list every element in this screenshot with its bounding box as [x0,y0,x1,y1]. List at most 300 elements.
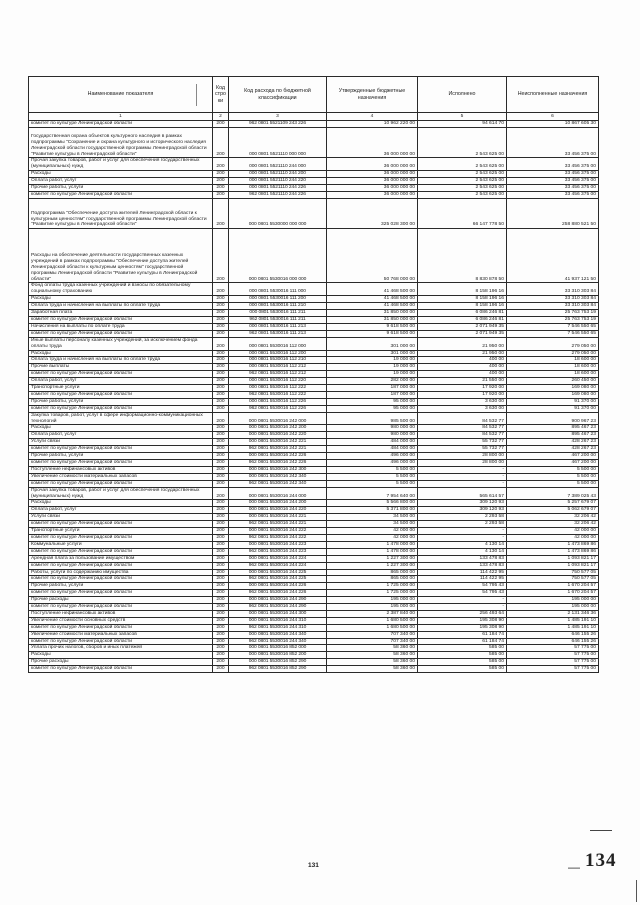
row-unexecuted: 467 200 00 [507,460,599,467]
row-budget-classification-code: 000 0801 5530016 242 221 [229,439,327,446]
table-row [29,576,599,583]
row-executed: 585 00 [418,652,507,659]
row-unexecuted: 428 267 23 [507,439,599,446]
row-approved-budget: 195 000 00 [327,597,418,604]
row-unexecuted: 195 000 00 [507,597,599,604]
row-approved-budget: 865 000 00 [327,569,418,576]
row-line-code: 200 [213,659,229,666]
row-line-code: 200 [213,198,229,229]
table-row [29,534,599,541]
table-row [29,178,599,185]
row-executed: 2 543 625 00 [418,185,507,192]
row-unexecuted: 279 050 00 [507,350,599,357]
row-unexecuted: 33 310 303 84 [507,303,599,310]
row-indicator-name: Начисления на выплаты по оплате труда [29,323,213,330]
table-row [29,371,599,378]
row-executed: 84 532 77 [418,412,507,425]
row-unexecuted: 895 467 23 [507,432,599,439]
row-unexecuted: 33 456 375 00 [507,185,599,192]
row-approved-budget: 484 000 00 [327,446,418,453]
row-unexecuted: 5 500 00 [507,480,599,487]
row-executed: 28 800 00 [418,460,507,467]
row-indicator-name: комитет по культуре Ленинградской области [29,330,213,337]
row-line-code: 200 [213,460,229,467]
row-unexecuted: 33 456 375 00 [507,191,599,198]
row-budget-classification-code: 000 0801 5530016 852 000 [229,645,327,652]
table-row [29,191,599,198]
table-row [29,323,599,330]
row-budget-classification-code: 962 0801 5530016 112 212 [229,371,327,378]
row-approved-budget: 58 360 00 [327,652,418,659]
row-executed: 54 795 43 [418,583,507,590]
row-budget-classification-code: 000 0801 5530016 242 300 [229,466,327,473]
row-approved-budget: 325 028 300 00 [327,198,418,229]
row-indicator-name: Транспортные услуги [29,528,213,535]
row-line-code: 200 [213,604,229,611]
row-indicator-name: комитет по культуре Ленинградской области [29,604,213,611]
row-approved-budget: 1 478 000 00 [327,541,418,548]
row-budget-classification-code: 000 0801 5530016 852 200 [229,652,327,659]
row-executed: 6 086 246 81 [418,310,507,317]
row-budget-classification-code: 000 0801 5530016 112 222 [229,385,327,392]
row-approved-budget: 707 340 00 [327,638,418,645]
row-unexecuted: 750 577 05 [507,576,599,583]
table-row [29,507,599,514]
row-unexecuted: 646 155 26 [507,631,599,638]
row-budget-classification-code: 962 0801 5530016 112 226 [229,405,327,412]
row-line-code: 200 [213,610,229,617]
row-indicator-name: комитет по культуре Ленинградской области [29,638,213,645]
row-budget-classification-code: 000 0801 5530016 242 000 [229,412,327,425]
row-unexecuted: 57 775 00 [507,645,599,652]
row-budget-classification-code: 000 0801 5530016 112 210 [229,357,327,364]
row-approved-budget: 58 360 00 [327,645,418,652]
row-executed: - [418,534,507,541]
row-indicator-name: Расходы [29,500,213,507]
row-indicator-name: комитет по культуре Ленинградской области [29,316,213,323]
row-approved-budget: 19 000 00 [327,357,418,364]
header-approved-budget: Утвержденные бюджетные назначения [327,77,418,113]
row-budget-classification-code: 000 0801 5530016 244 220 [229,507,327,514]
row-executed: 114 422 95 [418,569,507,576]
row-unexecuted: 33 456 375 00 [507,158,599,171]
row-budget-classification-code: 962 0801 5530016 852 290 [229,666,327,673]
row-line-code: 200 [213,323,229,330]
row-indicator-name: Арендная плата за пользование имуществом [29,555,213,562]
row-executed: 8 830 878 50 [418,229,507,283]
table-row [29,645,599,652]
row-budget-classification-code: 000 0801 5521110 244 200 [229,171,327,178]
row-unexecuted: 467 200 00 [507,453,599,460]
row-approved-budget: 865 000 00 [327,576,418,583]
row-budget-classification-code: 962 0801 5521109 243 226 [229,121,327,128]
row-unexecuted: 5 500 00 [507,473,599,480]
row-executed: 2 293 58 [418,514,507,521]
row-line-code: 200 [213,316,229,323]
row-line-code: 200 [213,357,229,364]
row-approved-budget: 42 000 00 [327,534,418,541]
row-unexecuted: 750 577 05 [507,569,599,576]
row-unexecuted: 5 062 679 07 [507,507,599,514]
row-budget-classification-code: 000 0801 5530016 244 222 [229,528,327,535]
row-line-code: 200 [213,310,229,317]
table-row [29,590,599,597]
row-budget-classification-code: 962 0801 5530016 244 310 [229,624,327,631]
row-unexecuted: 33 310 303 84 [507,283,599,296]
row-indicator-name: Расходы [29,350,213,357]
table-row [29,473,599,480]
table-row [29,357,599,364]
row-approved-budget: 36 000 000 00 [327,158,418,171]
row-budget-classification-code: 000 0801 5530016 112 212 [229,364,327,371]
row-approved-budget: 10 962 220 00 [327,121,418,128]
row-unexecuted: 428 267 23 [507,446,599,453]
row-unexecuted: 57 775 00 [507,666,599,673]
table-row [29,432,599,439]
row-unexecuted: 57 775 00 [507,659,599,666]
row-unexecuted: 7 389 025 43 [507,487,599,500]
handwritten-tick-mark: — [568,860,580,874]
row-executed: 2 543 625 00 [418,127,507,158]
row-indicator-name: комитет по культуре Ленинградской области [29,576,213,583]
row-approved-budget: 9 618 500 00 [327,330,418,337]
row-indicator-name: Расходы [29,171,213,178]
row-unexecuted: 18 600 00 [507,371,599,378]
row-line-code: 200 [213,569,229,576]
row-line-code: 200 [213,645,229,652]
table-row [29,548,599,555]
row-unexecuted: 18 600 00 [507,357,599,364]
row-indicator-name: комитет по культуре Ленинградской области [29,590,213,597]
row-indicator-name: Транспортные услуги [29,385,213,392]
row-approved-budget: 19 000 00 [327,364,418,371]
row-unexecuted: 25 763 753 19 [507,310,599,317]
row-executed: 133 478 83 [418,562,507,569]
row-approved-budget: 42 000 00 [327,528,418,535]
row-executed: 2 543 625 00 [418,158,507,171]
row-unexecuted: 895 467 23 [507,425,599,432]
row-budget-classification-code: 962 0801 5530016 242 226 [229,460,327,467]
row-executed: 8 158 196 16 [418,296,507,303]
row-executed: 585 00 [418,666,507,673]
row-approved-budget: 301 000 00 [327,350,418,357]
row-line-code: 200 [213,185,229,192]
row-indicator-name: комитет по культуре Ленинградской области [29,191,213,198]
row-line-code: 200 [213,432,229,439]
row-budget-classification-code: 000 0801 5530000 000 000 [229,198,327,229]
row-unexecuted: 169 080 00 [507,385,599,392]
row-line-code: 200 [213,652,229,659]
table-row [29,412,599,425]
row-indicator-name: комитет по культуре Ленинградской области [29,446,213,453]
row-indicator-name: Оплата работ, услуг [29,378,213,385]
row-indicator-name: Поступление нефинансовых активов [29,610,213,617]
row-indicator-name: комитет по культуре Ленинградской области [29,121,213,128]
row-budget-classification-code: 000 0801 5530016 111 211 [229,310,327,317]
table-row [29,666,599,673]
row-line-code: 200 [213,507,229,514]
table-row [29,631,599,638]
table-row [29,198,599,229]
row-indicator-name: Закупка товаров, работ, услуг в сфере информационно-коммуникационных технологий [29,412,213,425]
row-budget-classification-code: 000 0801 5530016 244 221 [229,514,327,521]
row-budget-classification-code: 962 0801 5530016 244 225 [229,576,327,583]
row-budget-classification-code: 000 0801 5521110 244 220 [229,178,327,185]
row-indicator-name: Работы, услуги по содержанию имущества [29,569,213,576]
row-approved-budget: 95 000 00 [327,405,418,412]
row-line-code: 200 [213,480,229,487]
row-approved-budget: 980 000 00 [327,425,418,432]
row-line-code: 200 [213,158,229,171]
row-unexecuted: 279 050 00 [507,337,599,350]
table-row [29,480,599,487]
row-indicator-name: Увеличение стоимости материальных запасов [29,473,213,480]
row-indicator-name: комитет по культуре Ленинградской области [29,562,213,569]
row-unexecuted: 1 670 204 57 [507,583,599,590]
row-budget-classification-code: 962 0801 5530016 112 222 [229,391,327,398]
row-approved-budget: 5 500 00 [327,466,418,473]
scan-edge-line [636,880,637,902]
row-line-code: 200 [213,473,229,480]
table-header [29,77,599,113]
row-budget-classification-code: 000 0801 5530016 244 223 [229,541,327,548]
table-row [29,521,599,528]
row-indicator-name: комитет по культуре Ленинградской области [29,391,213,398]
row-unexecuted: 18 600 00 [507,364,599,371]
table-row [29,555,599,562]
row-executed: 585 00 [418,659,507,666]
row-approved-budget: 58 360 00 [327,666,418,673]
row-approved-budget: 58 360 00 [327,659,418,666]
row-unexecuted: 91 370 00 [507,405,599,412]
table-body [29,113,599,673]
row-line-code: 200 [213,385,229,392]
row-line-code: 200 [213,296,229,303]
row-budget-classification-code: 000 0801 5530016 242 220 [229,432,327,439]
row-executed: 2 071 949 35 [418,330,507,337]
row-line-code: 200 [213,391,229,398]
table-row [29,562,599,569]
table-row [29,316,599,323]
row-executed: 55 732 77 [418,446,507,453]
table-row [29,303,599,310]
row-unexecuted: 1 473 869 86 [507,541,599,548]
row-executed: - [418,473,507,480]
column-number: 6 [507,113,599,121]
row-line-code: 200 [213,576,229,583]
row-executed: 4 130 14 [418,541,507,548]
row-budget-classification-code: 000 0801 5521110 000 000 [229,127,327,158]
row-approved-budget: 5 566 800 00 [327,500,418,507]
row-line-code: 200 [213,666,229,673]
row-executed: 54 795 43 [418,590,507,597]
table-row [29,541,599,548]
row-indicator-name: комитет по культуре Ленинградской области [29,460,213,467]
row-approved-budget: 34 500 00 [327,521,418,528]
row-budget-classification-code: 000 0801 5530016 111 200 [229,296,327,303]
table-row [29,158,599,171]
row-indicator-name: Услуги связи [29,514,213,521]
row-executed: 17 920 00 [418,391,507,398]
row-unexecuted: 7 546 550 65 [507,330,599,337]
row-executed: 309 120 93 [418,507,507,514]
row-indicator-name: комитет по культуре Ленинградской области [29,548,213,555]
table-row [29,385,599,392]
row-line-code: 200 [213,283,229,296]
row-unexecuted: 33 456 375 00 [507,171,599,178]
row-approved-budget: 41 468 500 00 [327,303,418,310]
row-executed: 6 086 246 81 [418,316,507,323]
row-approved-budget: 1 680 500 00 [327,617,418,624]
row-approved-budget: 1 725 000 00 [327,583,418,590]
row-indicator-name: Расходы [29,425,213,432]
row-line-code: 200 [213,487,229,500]
row-budget-classification-code: 962 0801 5530016 244 340 [229,638,327,645]
row-approved-budget: 31 850 000 00 [327,310,418,317]
row-unexecuted: 646 155 26 [507,638,599,645]
row-unexecuted: 1 093 821 17 [507,562,599,569]
row-budget-classification-code: 000 0801 5530016 242 226 [229,453,327,460]
table-row [29,405,599,412]
row-approved-budget: 2 387 840 00 [327,610,418,617]
row-budget-classification-code: 000 0801 5530016 112 000 [229,337,327,350]
row-unexecuted: 33 456 375 00 [507,127,599,158]
row-executed: 8 158 196 16 [418,283,507,296]
row-indicator-name: Оплата труда и начисления на выплаты по оплате труда [29,357,213,364]
row-executed: 195 308 90 [418,624,507,631]
row-indicator-name: комитет по культуре Ленинградской области [29,371,213,378]
row-approved-budget: 1 725 000 00 [327,590,418,597]
row-approved-budget: 41 468 500 00 [327,296,418,303]
row-executed: 8 158 196 16 [418,303,507,310]
row-line-code: 200 [213,371,229,378]
table-row [29,310,599,317]
row-unexecuted: 42 000 00 [507,528,599,535]
row-budget-classification-code: 962 0801 5530016 244 226 [229,590,327,597]
table-row [29,624,599,631]
row-line-code: 200 [213,121,229,128]
row-approved-budget: 1 227 300 00 [327,562,418,569]
row-line-code: 200 [213,405,229,412]
row-budget-classification-code: 000 0801 5530016 244 310 [229,617,327,624]
table-row [29,460,599,467]
row-executed: 28 800 00 [418,453,507,460]
row-line-code: 200 [213,590,229,597]
row-budget-classification-code: 000 0801 5530016 244 225 [229,569,327,576]
table-row [29,283,599,296]
row-executed: 585 00 [418,645,507,652]
row-unexecuted: 7 546 550 65 [507,323,599,330]
table-row [29,425,599,432]
row-executed: 400 00 [418,357,507,364]
row-line-code: 200 [213,398,229,405]
row-line-code: 200 [213,631,229,638]
row-budget-classification-code: 000 0801 5530016 000 000 [229,229,327,283]
row-budget-classification-code: 000 0801 5530016 244 200 [229,500,327,507]
row-executed: 2 543 625 00 [418,178,507,185]
row-indicator-name: Оплата работ, услуг [29,432,213,439]
row-approved-budget: 34 500 00 [327,514,418,521]
row-executed: 21 950 00 [418,350,507,357]
row-executed: - [418,528,507,535]
row-budget-classification-code: 962 0801 5530016 244 224 [229,562,327,569]
row-executed: 2 543 625 00 [418,191,507,198]
row-budget-classification-code: 000 0801 5530016 111 000 [229,283,327,296]
row-executed: 61 184 74 [418,631,507,638]
row-unexecuted: 258 880 521 50 [507,198,599,229]
row-approved-budget: 5 500 00 [327,473,418,480]
row-executed: 61 184 74 [418,638,507,645]
row-line-code: 200 [213,439,229,446]
row-approved-budget: 187 000 00 [327,385,418,392]
row-line-code: 200 [213,514,229,521]
budget-execution-table [28,76,599,673]
row-executed: 55 732 77 [418,439,507,446]
row-executed: 2 543 625 00 [418,171,507,178]
row-executed: 400 00 [418,371,507,378]
table-row [29,487,599,500]
row-budget-classification-code: 000 0801 5530016 244 000 [229,487,327,500]
row-line-code: 200 [213,171,229,178]
row-executed: 195 308 90 [418,617,507,624]
row-budget-classification-code: 962 0801 5530016 244 222 [229,534,327,541]
row-budget-classification-code: 000 0801 5530016 111 213 [229,323,327,330]
row-approved-budget: 5 371 800 00 [327,507,418,514]
row-indicator-name: Оплата работ, услуг [29,507,213,514]
row-executed: - [418,604,507,611]
table-row [29,364,599,371]
handwritten-dash [590,830,612,831]
row-approved-budget: 301 000 00 [327,337,418,350]
row-line-code: 200 [213,364,229,371]
row-line-code: 200 [213,583,229,590]
row-line-code: 200 [213,617,229,624]
row-line-code: 200 [213,555,229,562]
row-indicator-name: комитет по культуре Ленинградской области [29,405,213,412]
row-executed: 84 532 77 [418,425,507,432]
row-approved-budget: 985 500 00 [327,412,418,425]
row-line-code: 200 [213,425,229,432]
column-number: 2 [213,113,229,121]
row-line-code: 200 [213,500,229,507]
row-executed: - [418,480,507,487]
row-unexecuted: 900 967 23 [507,412,599,425]
row-unexecuted: 32 206 42 [507,514,599,521]
row-indicator-name: Прочие работы, услуги [29,583,213,590]
row-unexecuted: 57 775 00 [507,652,599,659]
row-indicator-name: Расходы [29,652,213,659]
table-row [29,610,599,617]
table-row [29,583,599,590]
row-line-code: 200 [213,638,229,645]
row-line-code: 200 [213,303,229,310]
row-budget-classification-code: 962 0801 5530016 242 340 [229,480,327,487]
row-indicator-name: Иные выплаты персоналу казенных учреждений, за исключением фонда оплаты труда [29,337,213,350]
row-executed: 3 630 00 [418,405,507,412]
row-line-code: 200 [213,229,229,283]
table-row [29,659,599,666]
row-indicator-name: Прочие расходы [29,597,213,604]
row-line-code: 200 [213,337,229,350]
row-budget-classification-code: 000 0801 5521110 244 226 [229,185,327,192]
row-executed: 114 422 95 [418,576,507,583]
row-unexecuted: 5 257 679 07 [507,500,599,507]
table-row [29,466,599,473]
row-indicator-name: Увеличение стоимости материальных запасов [29,631,213,638]
row-indicator-name: Коммунальные услуги [29,541,213,548]
row-budget-classification-code: 962 0801 5530016 244 221 [229,521,327,528]
row-indicator-name: Уплата прочих налогов, сборов и иных платежей [29,645,213,652]
